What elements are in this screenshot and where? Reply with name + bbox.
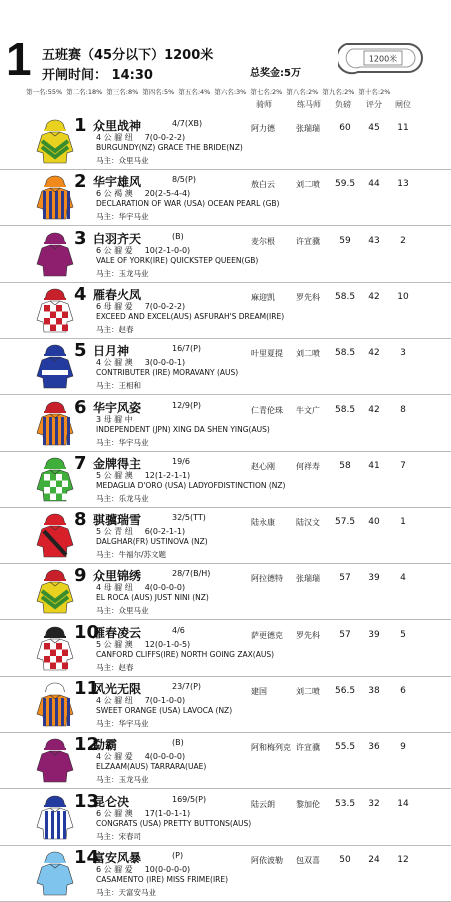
horse-owner: 马主：众里马业 — [96, 606, 149, 616]
gate-number: 6 — [400, 686, 406, 696]
horse-score: 40 — [368, 517, 380, 528]
carried-weight: 59 — [339, 235, 351, 246]
horse-pedigree: CONGRATS (USA) PRETTY BUTTONS(AUS) — [96, 818, 252, 828]
horse-age-sex-origin: 6 公 骝 爱 — [96, 245, 133, 255]
trainer-name: 包双喜 — [296, 855, 320, 865]
horse-name: 华宇风姿 — [93, 400, 142, 415]
horse-info — [96, 188, 190, 199]
horse-name: 众里锦绣 — [93, 569, 142, 584]
gate-number: 1 — [400, 517, 406, 528]
horse-age-sex-origin: 6 母 骝 爱 — [96, 301, 133, 311]
horse-rating: (P) — [172, 850, 184, 860]
horse-age-sex-origin: 6 公 褐 澳 — [96, 189, 133, 199]
horse-score: 32 — [368, 798, 380, 809]
horse-owner: 马主：赵春 — [96, 662, 134, 672]
trainer-name: 刘二喷 — [296, 687, 320, 696]
horse-info — [96, 414, 145, 425]
horse-info — [96, 864, 190, 875]
column-header-weight: 负磅 — [335, 100, 351, 109]
jockey-silks-icon — [36, 567, 74, 615]
trainer-name: 黎加伦 — [296, 799, 320, 809]
trainer-name: 张瑞瑞 — [296, 124, 320, 133]
horse-number: 4 — [74, 283, 87, 305]
horse-rating: 28/7(B/H) — [172, 569, 211, 579]
horse-age-sex-origin: 6 公 骝 澳 — [96, 808, 133, 818]
horse-pedigree: SWEET ORANGE (USA) LAVOCA (NZ) — [96, 706, 233, 715]
jockey-name: 叶里夏提 — [251, 349, 283, 359]
horse-rating: 16/7(P) — [172, 344, 202, 354]
horse-info — [96, 245, 190, 256]
horse-pedigree: DALGHAR(FR) USTINOVA (NZ) — [96, 537, 208, 547]
horse-record: 6(0-2-1-1) — [144, 527, 186, 537]
trainer-name: 牛文广 — [296, 405, 320, 415]
placing-pct: 第八名:2% — [286, 88, 319, 96]
horse-pedigree: BURGUNDY(NZ) GRACE THE BRIDE(NZ) — [96, 143, 243, 152]
carried-weight: 58.5 — [335, 404, 356, 415]
horse-info — [96, 639, 190, 650]
horse-row — [0, 281, 451, 339]
horse-score: 39 — [368, 629, 380, 640]
horse-row — [0, 619, 451, 677]
gate-number: 9 — [400, 742, 406, 753]
horse-score: 45 — [368, 123, 380, 133]
horse-score: 36 — [368, 742, 380, 753]
horse-score: 44 — [368, 179, 380, 190]
jockey-name: 陆云朗 — [251, 799, 275, 809]
trainer-name: 张瑞瑞 — [296, 574, 320, 584]
trainer-name: 刘二喷 — [296, 349, 320, 359]
jockey-silks-icon — [36, 793, 74, 841]
carried-weight: 58 — [339, 460, 351, 471]
horse-pedigree: VALE OF YORK(IRE) QUICKSTEP QUEEN(GB) — [96, 255, 259, 265]
gate-number: 12 — [397, 854, 409, 865]
horse-row — [0, 844, 451, 902]
placing-pct: 第五名:4% — [178, 88, 211, 96]
horse-name: 白羽齐天 — [93, 231, 142, 246]
horse-row — [0, 394, 451, 452]
column-header-jockey: 骑师 — [256, 100, 272, 109]
horse-row — [0, 788, 451, 846]
carried-weight: 58.5 — [335, 291, 356, 302]
gate-number: 7 — [400, 460, 406, 471]
horse-info — [96, 357, 185, 368]
horse-owner: 马主：天富安马业 — [96, 887, 156, 897]
horse-age-sex-origin: 4 公 骝 纽 — [96, 696, 133, 705]
horse-owner: 马主：华宇马业 — [96, 212, 149, 222]
placing-pct: 第九名:2% — [322, 88, 355, 96]
horse-owner: 马主：赵春 — [96, 324, 134, 334]
horse-record: 7(0-1-0-0) — [144, 696, 186, 705]
gate-number: 4 — [400, 573, 406, 584]
horse-record: 10(2-1-0-0) — [144, 245, 191, 255]
jockey-silks-icon — [36, 680, 74, 728]
horse-number: 8 — [74, 509, 87, 531]
horse-score: 41 — [368, 460, 380, 471]
horse-record: 12(0-1-0-5) — [144, 639, 191, 649]
horse-info — [96, 582, 185, 593]
race-header — [0, 0, 451, 110]
jockey-silks-icon — [36, 511, 74, 559]
horse-rating: 12/9(P) — [172, 400, 202, 410]
horse-number: 5 — [74, 340, 87, 362]
jockey-name: 麦尔根 — [251, 236, 275, 246]
horse-row — [0, 450, 451, 508]
trainer-name: 许宣骥 — [296, 743, 320, 753]
carried-weight: 60 — [339, 123, 351, 133]
horse-owner: 马主：众里马业 — [96, 156, 149, 165]
horse-row — [0, 562, 451, 620]
carried-weight: 57 — [339, 573, 351, 584]
jockey-silks-icon — [36, 286, 74, 334]
jockey-name: 阿力德 — [251, 124, 275, 133]
horse-score: 39 — [368, 573, 380, 584]
horse-row — [0, 112, 451, 170]
gate-number: 10 — [397, 291, 409, 302]
jockey-name: 建国 — [251, 687, 267, 696]
gate-number: 14 — [397, 798, 409, 809]
horse-owner: 马主：牛福尔/苏文题 — [96, 550, 167, 560]
horse-record: 17(1-0-1-1) — [144, 808, 191, 818]
jockey-silks-icon — [36, 342, 74, 390]
carried-weight: 57.5 — [335, 517, 356, 528]
carried-weight: 57 — [339, 629, 351, 640]
trainer-name: 陆汉文 — [296, 518, 320, 528]
jockey-silks-icon — [36, 173, 74, 221]
horse-number: 11 — [74, 678, 100, 699]
horse-number: 6 — [74, 396, 87, 418]
horse-record: 4(0-0-0-0) — [144, 583, 186, 593]
horse-pedigree: INDEPENDENT (JPN) XING DA SHEN YING(AUS) — [96, 424, 270, 434]
horse-rating: 19/6 — [172, 456, 190, 466]
gate-number: 2 — [400, 235, 406, 246]
race-title: 五班赛（45分以下）1200米 — [42, 48, 214, 63]
jockey-name: 仁青伦珠 — [251, 405, 283, 415]
jockey-name: 阿依波勒 — [251, 855, 283, 865]
horse-row — [0, 337, 451, 395]
horse-age-sex-origin: 4 公 骝 纽 — [96, 133, 133, 142]
horse-name: 雁春凌云 — [93, 625, 142, 640]
horse-name: 雁春火凤 — [93, 287, 142, 302]
horse-name: 日月神 — [93, 344, 130, 359]
horse-age-sex-origin: 6 公 骝 爱 — [96, 864, 133, 874]
jockey-silks-icon — [36, 849, 74, 897]
jockey-name: 陆永康 — [251, 518, 275, 528]
horse-row — [0, 225, 451, 283]
horse-pedigree: EXCEED AND EXCEL(AUS) ASFURAH'S DREAM(IRE) — [96, 311, 285, 321]
horse-age-sex-origin: 5 公 青 纽 — [96, 527, 133, 537]
jockey-silks-icon — [36, 624, 74, 672]
carried-weight: 56.5 — [335, 686, 356, 696]
horse-score: 43 — [368, 235, 380, 246]
horse-number: 1 — [74, 115, 87, 136]
horse-row — [0, 168, 451, 226]
horse-record: 7(0-0-2-2) — [144, 133, 186, 142]
horse-age-sex-origin: 4 公 骝 爱 — [96, 752, 133, 762]
carried-weight: 55.5 — [335, 742, 356, 753]
horse-name: 勐霸 — [93, 738, 118, 753]
horse-pedigree: MEDAGLIA D'ORO (USA) LADYOFDISTINCTION (NZ) — [96, 480, 286, 490]
horse-name: 华宇雄风 — [93, 175, 142, 190]
horse-number: 2 — [74, 171, 87, 193]
horse-age-sex-origin: 5 公 骝 澳 — [96, 470, 133, 480]
prize-money: 总奖金:5万 — [250, 68, 301, 79]
carried-weight: 59.5 — [335, 179, 356, 190]
trainer-name: 罗先科 — [296, 292, 320, 302]
horse-info — [96, 695, 185, 706]
horse-info — [96, 470, 190, 481]
column-header-score: 评分 — [366, 100, 382, 109]
horse-score: 42 — [368, 291, 380, 302]
trainer-name: 罗先科 — [296, 630, 320, 640]
horse-record: 10(0-0-0-0) — [144, 864, 191, 874]
carried-weight: 53.5 — [335, 798, 356, 809]
horse-name: 金牌得主 — [93, 456, 142, 471]
jockey-name: 敖白云 — [251, 180, 275, 190]
jockey-name: 赵心刚 — [251, 461, 275, 471]
horse-record: 4(0-0-0-0) — [144, 752, 186, 762]
horse-number: 14 — [74, 846, 100, 868]
horse-owner: 马主：乐龙马业 — [96, 493, 149, 503]
horse-rating: 32/5(TT) — [172, 513, 206, 523]
horse-owner: 马主：玉龙马业 — [96, 268, 149, 278]
horse-row — [0, 731, 451, 789]
horse-row — [0, 506, 451, 564]
placing-pct: 第七名:2% — [250, 88, 283, 96]
horse-rating: 8/5(P) — [172, 175, 196, 185]
jockey-silks-icon — [36, 455, 74, 503]
horse-rating: (B) — [172, 231, 184, 241]
column-header-trainer: 练马师 — [297, 100, 321, 109]
race-number: 1 — [6, 33, 32, 85]
jockey-name: 萨更德克 — [251, 630, 283, 640]
track-distance-label: 1200米 — [368, 54, 398, 64]
horse-owner: 马主：华宇马业 — [96, 437, 149, 447]
jockey-name: 麻迎凯 — [251, 292, 275, 302]
horse-record: 20(2-5-4-4) — [144, 189, 191, 199]
horse-score: 42 — [368, 348, 380, 359]
horse-name: 骐骥瑞雪 — [93, 513, 142, 528]
horse-record: 7(0-0-2-2) — [144, 301, 186, 311]
carried-weight: 58.5 — [335, 348, 356, 359]
horse-rating: 169/5(P) — [172, 794, 207, 804]
trainer-name: 刘二喷 — [296, 180, 320, 190]
horse-info — [96, 301, 185, 312]
horse-score: 42 — [368, 404, 380, 415]
horse-info — [96, 526, 185, 537]
jockey-silks-icon — [36, 117, 74, 165]
horse-rating: (B) — [172, 738, 184, 748]
trainer-name: 何祥寿 — [296, 461, 320, 471]
horse-pedigree: CASAMENTO (IRE) MISS FRIME(IRE) — [96, 874, 229, 884]
horse-owner: 马主：华宇马业 — [96, 719, 149, 728]
horse-score: 24 — [368, 854, 380, 865]
gate-number: 3 — [400, 348, 406, 359]
horse-number: 7 — [74, 452, 87, 474]
horse-info — [96, 808, 190, 819]
horse-number: 12 — [74, 734, 100, 756]
horse-info — [96, 751, 185, 762]
horse-name: 众里战神 — [93, 119, 142, 133]
placing-pct: 第六名:3% — [214, 88, 247, 96]
horse-rating: 4/7(XB) — [172, 119, 203, 128]
horse-number: 9 — [74, 565, 87, 587]
horse-score: 38 — [368, 686, 380, 696]
gate-number: 5 — [400, 629, 406, 640]
placing-pct: 第四名:5% — [142, 88, 175, 96]
horse-rating: 4/6 — [172, 625, 185, 635]
horse-pedigree: ELZAAM(AUS) TARRARA(UAE) — [96, 762, 207, 772]
gate-number: 13 — [397, 179, 409, 190]
gate-number: 8 — [400, 404, 406, 415]
column-header-gate: 闸位 — [395, 100, 411, 109]
horse-number: 3 — [74, 227, 87, 249]
horse-owner: 马主：宋春司 — [96, 831, 141, 841]
horse-owner: 马主：王相和 — [96, 381, 141, 391]
trainer-name: 许宣骥 — [296, 236, 320, 246]
horse-age-sex-origin: 4 母 骝 纽 — [96, 583, 133, 593]
horse-pedigree: CONTRIBUTER (IRE) MORAVANY (AUS) — [96, 368, 239, 378]
horse-name: 风光无限 — [93, 682, 142, 696]
horse-rating: 23/7(P) — [172, 682, 202, 691]
jockey-silks-icon — [36, 230, 74, 278]
placing-percentages — [26, 87, 446, 96]
horse-pedigree: EL ROCA (AUS) JUST NINI (NZ) — [96, 593, 209, 603]
gate-number: 11 — [397, 123, 409, 133]
start-time: 开闸时间： 14:30 — [42, 68, 153, 83]
placing-pct: 第一名:55% — [26, 88, 63, 96]
jockey-name: 阿和梅列克 — [251, 743, 291, 753]
horse-age-sex-origin: 5 公 骝 澳 — [96, 639, 133, 649]
horse-info — [96, 132, 185, 143]
horse-record: 12(1-2-1-1) — [144, 470, 191, 480]
placing-pct: 第十名:2% — [358, 88, 391, 96]
horse-pedigree: CANFORD CLIFFS(IRE) NORTH GOING ZAX(AUS) — [96, 649, 275, 659]
horse-pedigree: DECLARATION OF WAR (USA) OCEAN PEARL (GB) — [96, 199, 280, 209]
horse-record: 3(0-0-0-1) — [144, 358, 186, 368]
horse-age-sex-origin: 4 公 骝 澳 — [96, 358, 133, 368]
horse-age-sex-origin: 3 母 骝 中 — [96, 414, 133, 424]
horse-name: 昆仑决 — [93, 794, 130, 809]
jockey-silks-icon — [36, 399, 74, 447]
horse-number: 10 — [74, 621, 100, 643]
carried-weight: 50 — [339, 854, 351, 865]
placing-pct: 第三名:8% — [106, 88, 139, 96]
horse-name: 富安风暴 — [93, 850, 142, 865]
horse-number: 13 — [74, 790, 100, 812]
jockey-silks-icon — [36, 736, 74, 784]
placing-pct: 第二名:18% — [66, 88, 103, 96]
horse-row — [0, 675, 451, 733]
horse-owner: 马主：玉龙马业 — [96, 775, 149, 785]
track-map-icon — [338, 38, 428, 80]
jockey-name: 阿拉德特 — [251, 574, 283, 584]
